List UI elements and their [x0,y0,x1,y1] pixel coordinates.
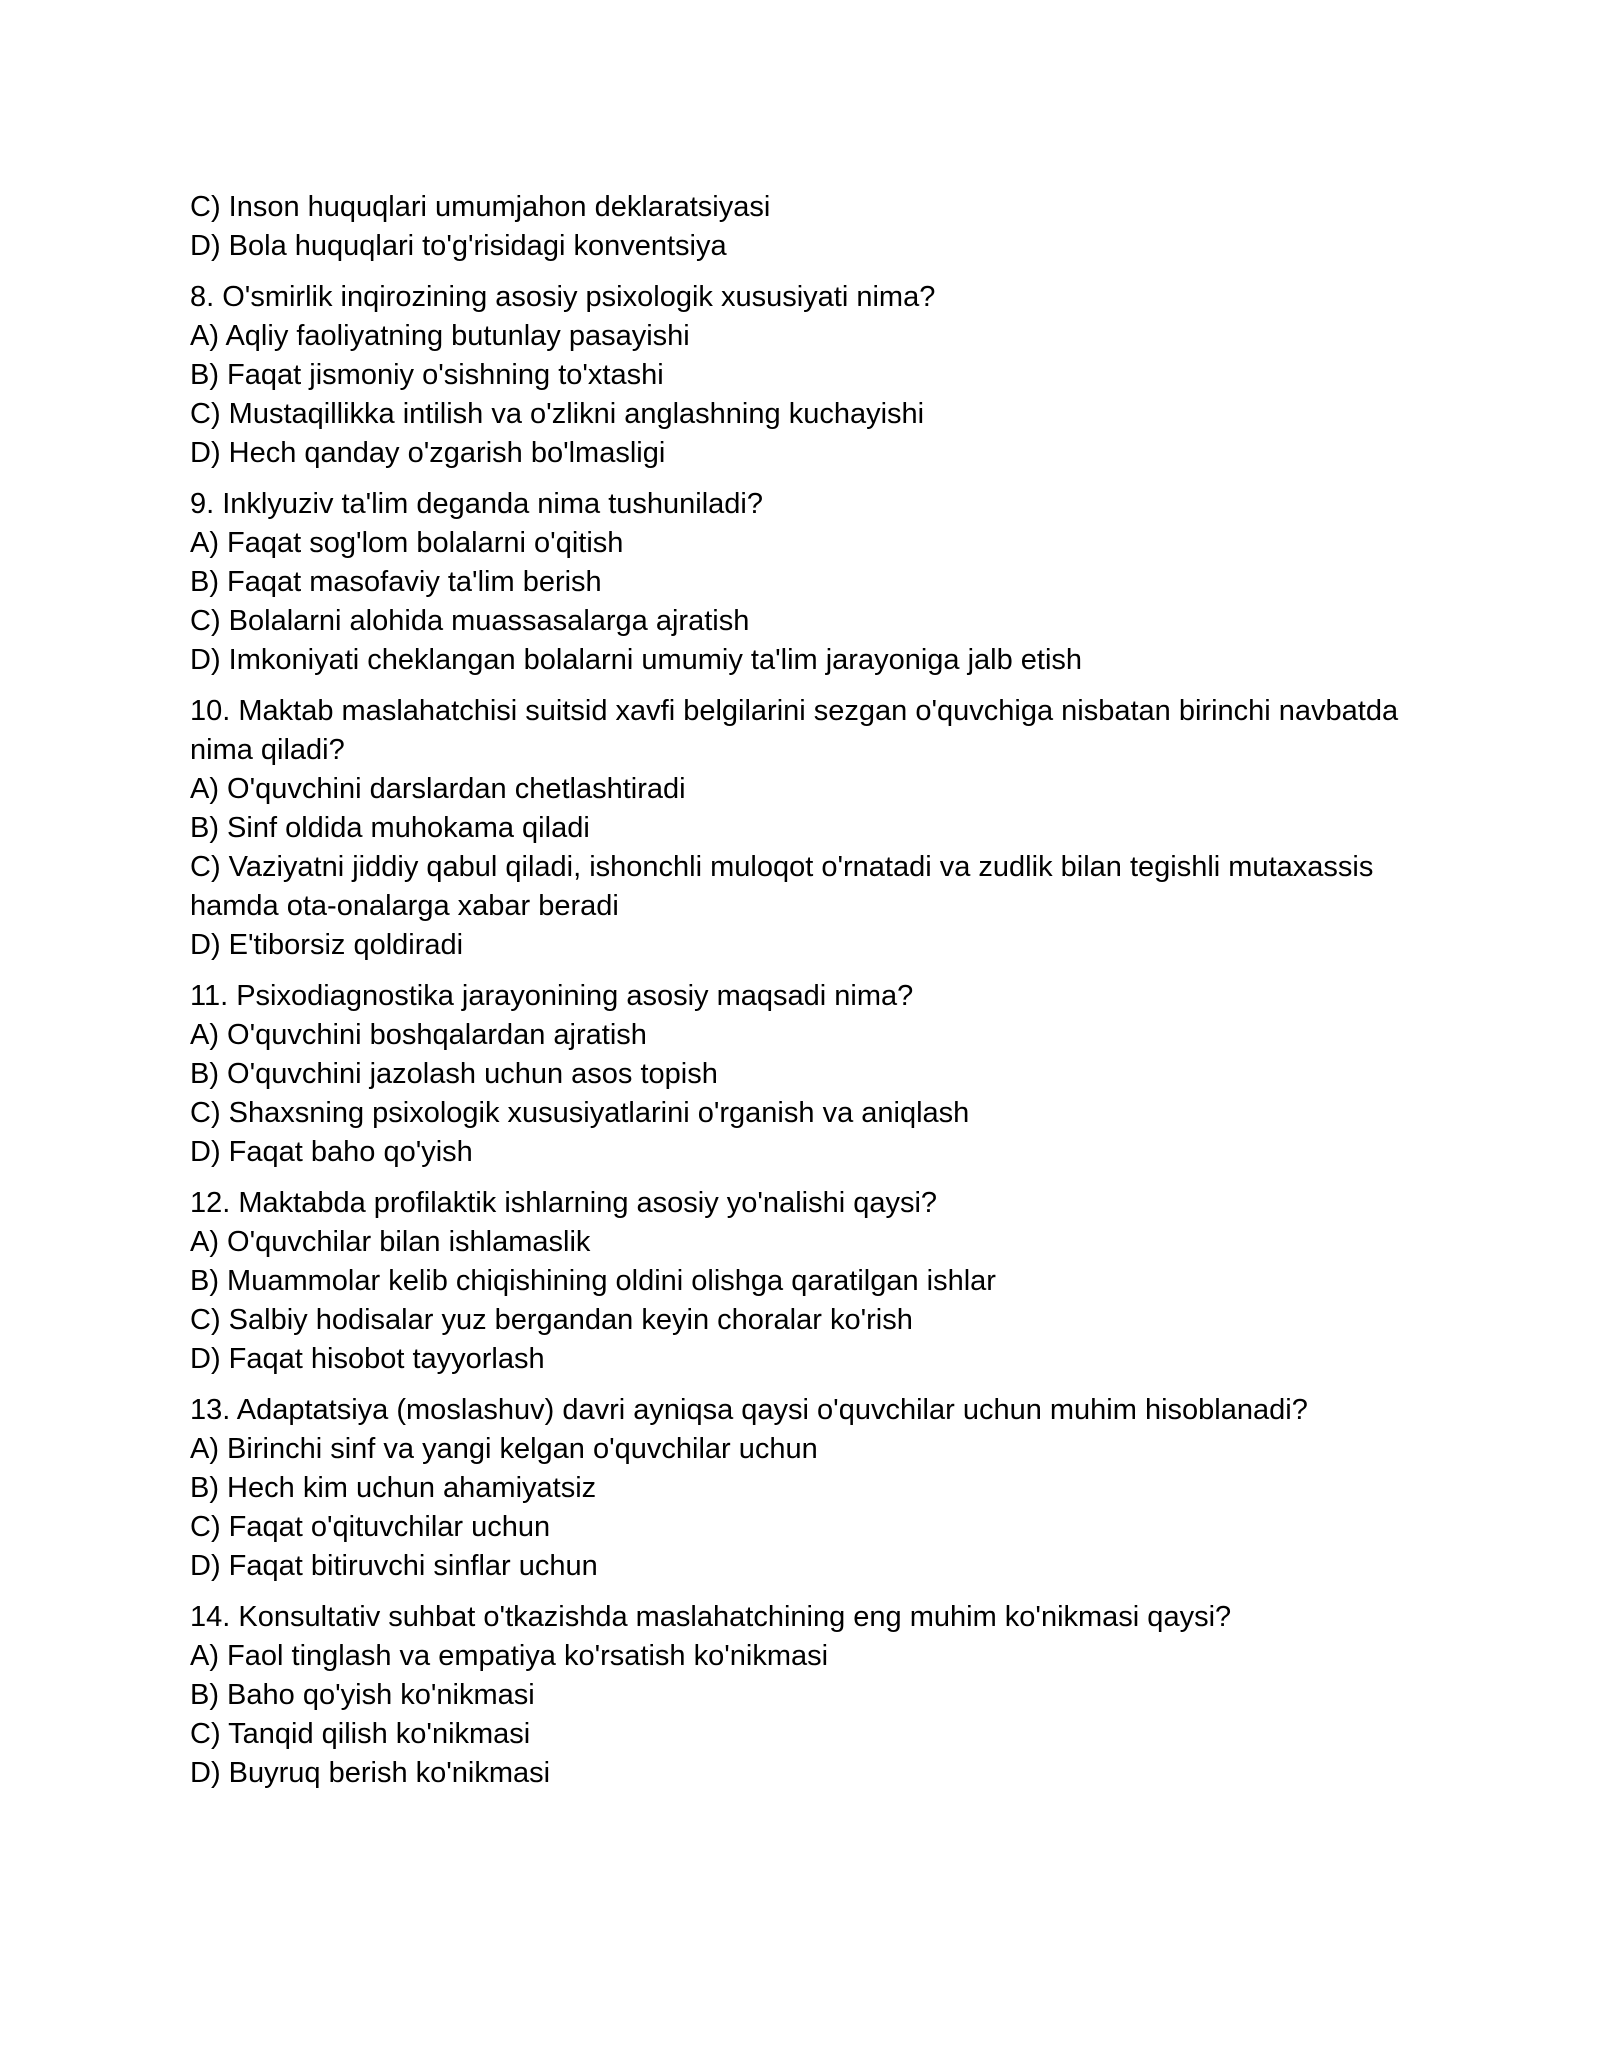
answer-option: D) Faqat bitiruvchi sinflar uchun [190,1550,598,1582]
answer-option: D) Imkoniyati cheklangan bolalarni umumiy ta'lim jarayoniga jalb etish [190,644,1083,676]
answer-option: D) Bola huquqlari to'g'risidagi konventsiya [190,230,727,262]
question-text: 13. Adaptatsiya (moslashuv) davri ayniqsa qaysi o'quvchilar uchun muhim hisoblanadi? [190,1394,1308,1426]
answer-option: D) Faqat baho qo'yish [190,1136,473,1168]
answer-option: C) Vaziyatni jiddiy qabul qiladi, ishonchli muloqot o'rnatadi va zudlik bilan tegishli mutaxassis hamda ota-onalarga xabar beradi [190,851,1374,922]
answer-option: B) Faqat jismoniy o'sishning to'xtashi [190,359,664,391]
question-text: 11. Psixodiagnostika jarayonining asosiy maqsadi nima? [190,980,914,1012]
answer-option: C) Inson huquqlari umumjahon deklaratsiyasi [190,191,771,223]
question-text: 12. Maktabda profilaktik ishlarning asosiy yo'nalishi qaysi? [190,1187,938,1219]
answer-option: B) Baho qo'yish ko'nikmasi [190,1679,535,1711]
question-block [190,485,1450,680]
question-block [190,1184,1450,1379]
answer-option: C) Salbiy hodisalar yuz bergandan keyin choralar ko'rish [190,1304,913,1336]
answer-option: D) Faqat hisobot tayyorlash [190,1343,545,1375]
document-page [190,188,1450,1805]
answer-option: A) O'quvchini boshqalardan ajratish [190,1019,647,1051]
question-block [190,977,1450,1172]
answer-option: B) Faqat masofaviy ta'lim berish [190,566,602,598]
answer-option: B) Hech kim uchun ahamiyatsiz [190,1472,597,1504]
question-text: 10. Maktab maslahatchisi suitsid xavfi belgilarini sezgan o'quvchiga nisbatan birinchi navbatda nima qiladi? [190,695,1399,766]
answer-option: C) Shaxsning psixologik xususiyatlarini o'rganish va aniqlash [190,1097,970,1129]
question-block [190,1391,1450,1586]
answer-option: A) O'quvchini darslardan chetlashtiradi [190,773,686,805]
answer-option: C) Faqat o'qituvchilar uchun [190,1511,551,1543]
answer-option: A) O'quvchilar bilan ishlamaslik [190,1226,591,1258]
answer-option: C) Mustaqillikka intilish va o'zlikni anglashning kuchayishi [190,398,925,430]
question-block [190,278,1450,473]
question-text: 8. O'smirlik inqirozining asosiy psixologik xususiyati nima? [190,281,936,313]
question-text: 14. Konsultativ suhbat o'tkazishda maslahatchining eng muhim ko'nikmasi qaysi? [190,1601,1232,1633]
answer-option: A) Faol tinglash va empatiya ko'rsatish ko'nikmasi [190,1640,829,1672]
question-block [190,1598,1450,1793]
lead-options [190,188,1450,266]
question-text: 9. Inklyuziv ta'lim deganda nima tushuniladi? [190,488,763,520]
answer-option: C) Tanqid qilish ko'nikmasi [190,1718,531,1750]
answer-option: D) E'tiborsiz qoldiradi [190,929,464,961]
answer-option: D) Hech qanday o'zgarish bo'lmasligi [190,437,666,469]
answer-option: B) Muammolar kelib chiqishining oldini olishga qaratilgan ishlar [190,1265,996,1297]
answer-option: C) Bolalarni alohida muassasalarga ajratish [190,605,750,637]
answer-option: A) Birinchi sinf va yangi kelgan o'quvchilar uchun [190,1433,818,1465]
question-block [190,692,1450,965]
answer-option: A) Faqat sog'lom bolalarni o'qitish [190,527,624,559]
answer-option: A) Aqliy faoliyatning butunlay pasayishi [190,320,690,352]
answer-option: B) Sinf oldida muhokama qiladi [190,812,590,844]
answer-option: D) Buyruq berish ko'nikmasi [190,1757,551,1789]
answer-option: B) O'quvchini jazolash uchun asos topish [190,1058,718,1090]
